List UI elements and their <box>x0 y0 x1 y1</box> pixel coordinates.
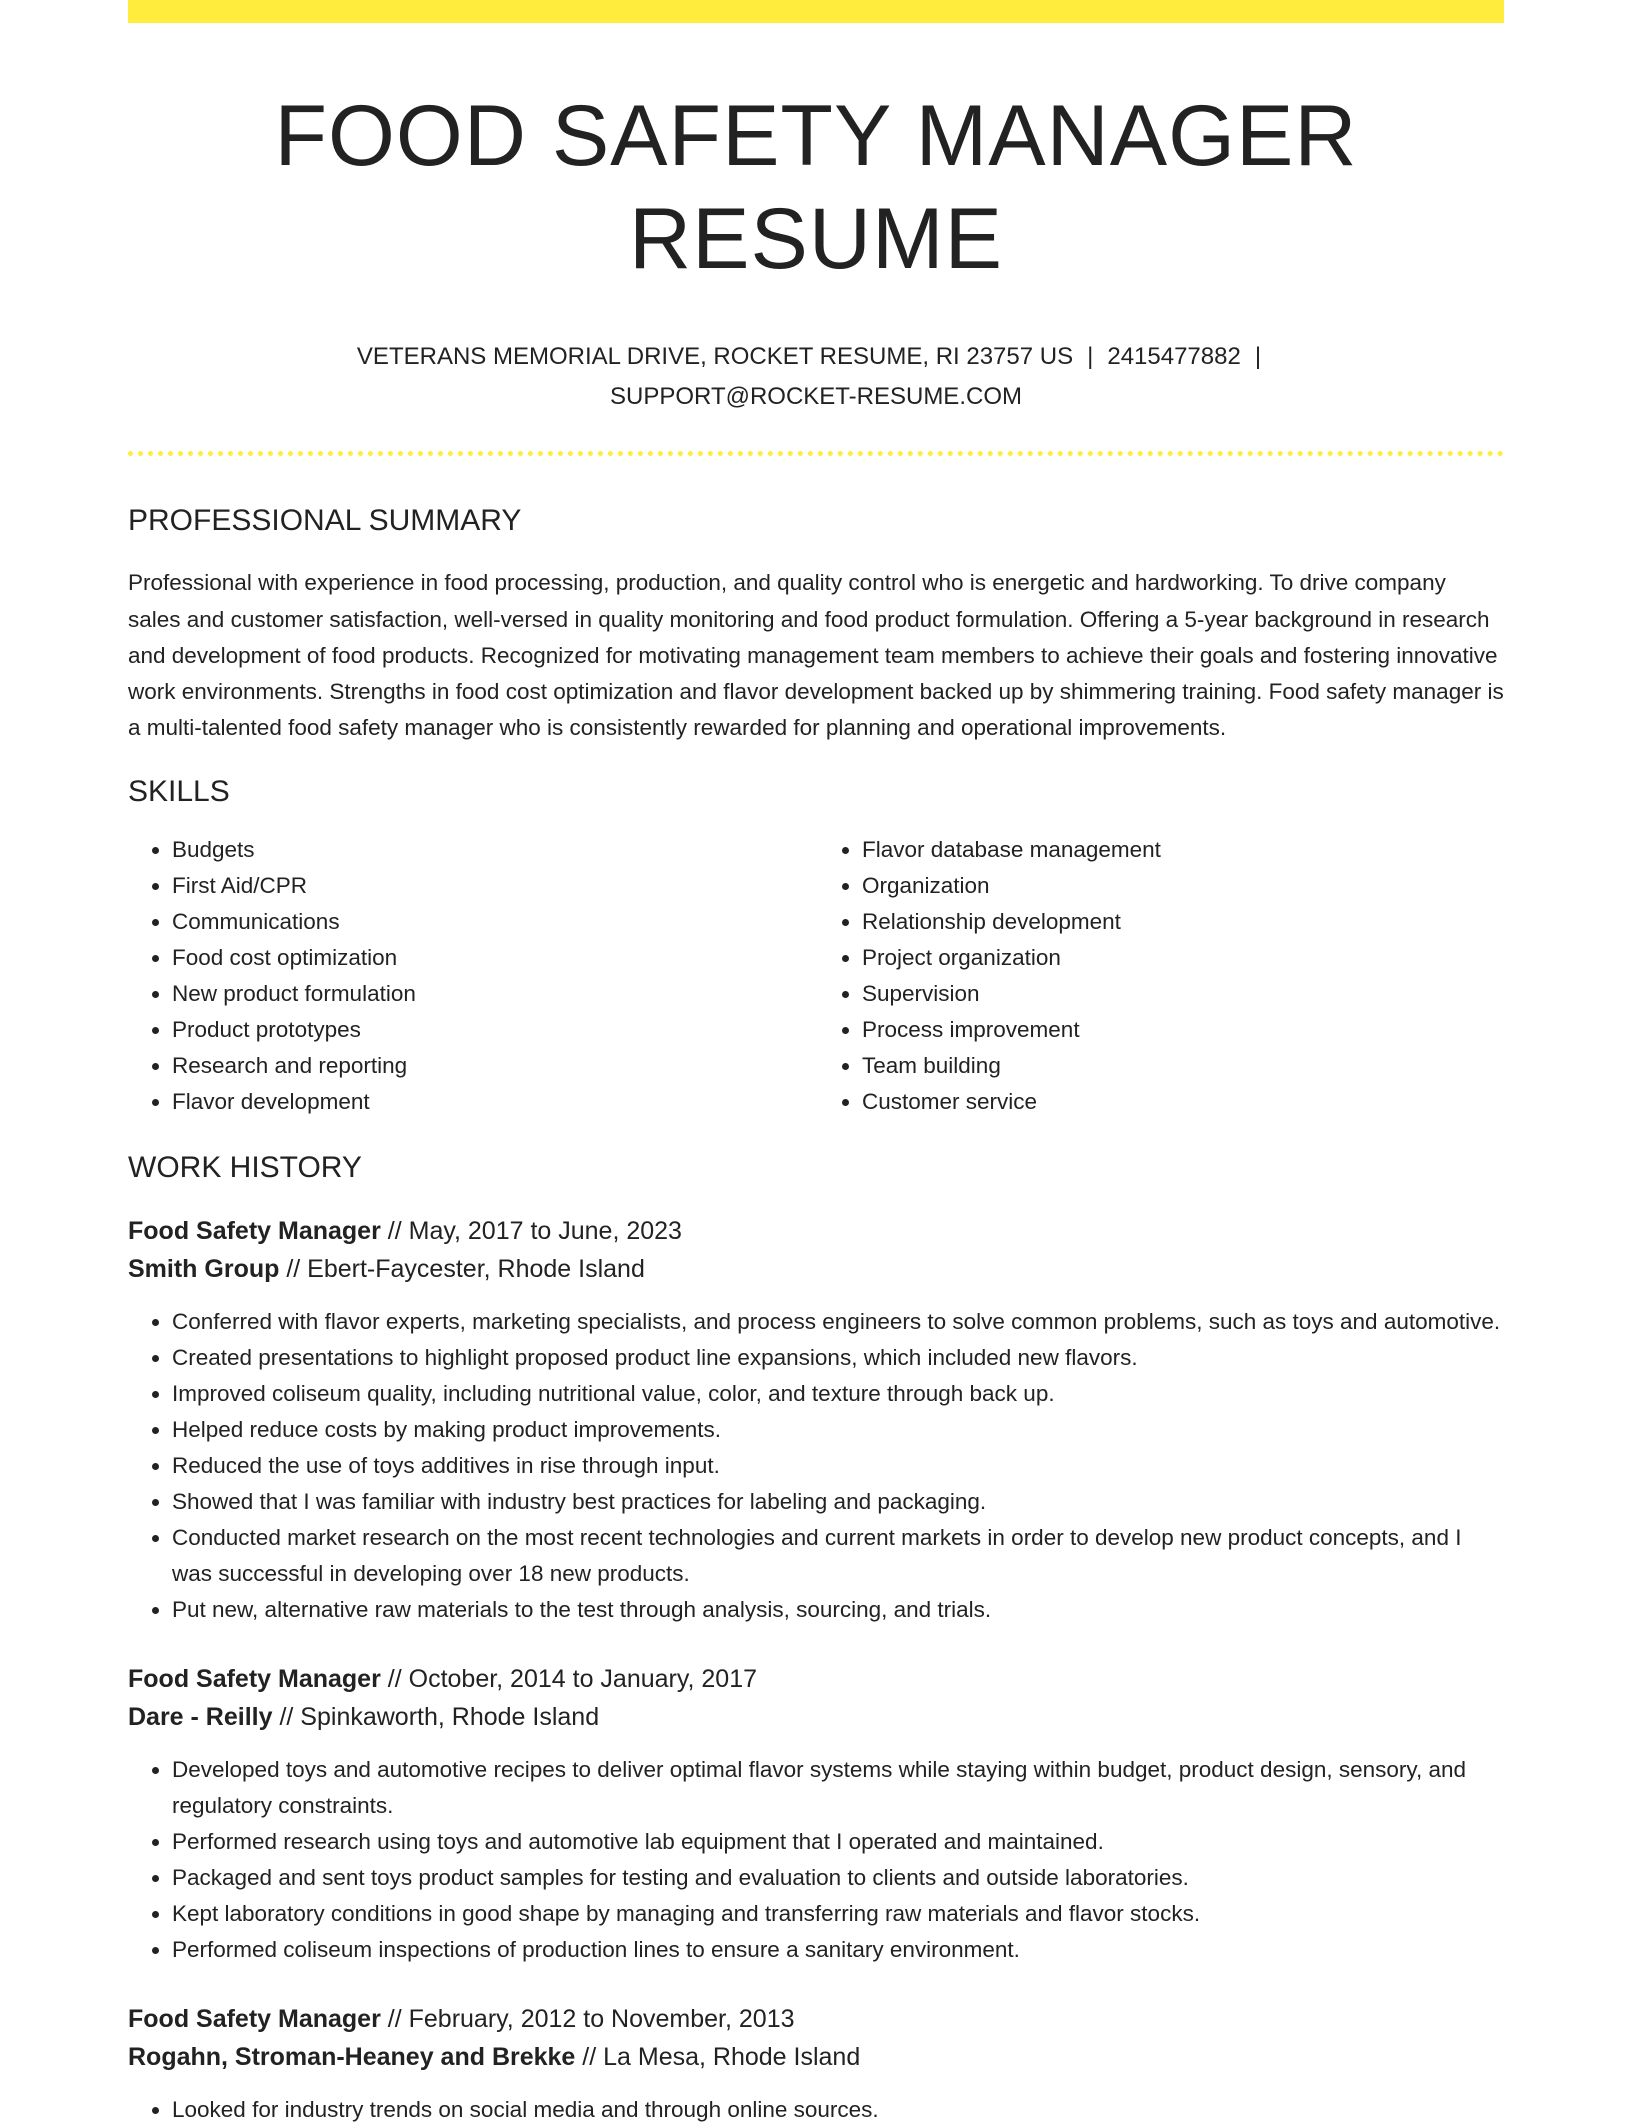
skills-list <box>128 832 1504 1120</box>
skill-item: • Budgets <box>172 832 816 868</box>
job-company: Smith Group <box>128 1255 280 1284</box>
top-accent-bar <box>128 0 1504 23</box>
job-company: Rogahn, Stroman-Heaney and Brekke <box>128 2043 576 2072</box>
skill-item: • Customer service <box>862 1084 1504 1120</box>
job-bullet: • Helped reduce costs by making product improvements. <box>172 1412 1504 1448</box>
skills-column-right <box>816 832 1504 1120</box>
skill-item: • New product formulation <box>172 976 816 1012</box>
skill-item: • Flavor database management <box>862 832 1504 868</box>
job-dates: // May, 2017 to June, 2023 <box>387 1217 682 1246</box>
resume-page <box>128 0 1504 2128</box>
work-history-heading: WORK HISTORY <box>128 1151 362 1185</box>
summary-text: Professional with experience in food processing, production, and quality control who is energetic and hardworking. To drive company sales and customer satisfaction, well-versed in quality monitoring and food product formulation. Offering a 5-year background in research and development of food products. Recognized for motivating management team members to achieve their goals and fostering innovative work environments. Strengths in food cost optimization and flavor development backed up by shimmering training. Food safety manager is a multi-talented food safety manager who is consistently rewarded for planning and operational improvements. <box>128 570 1504 741</box>
job-bullet: • Created presentations to highlight proposed product line expansions, which included new flavors. <box>172 1340 1504 1376</box>
job-bullet: • Conducted market research on the most recent technologies and current markets in order to develop new product concepts, and I was successful in developing over 18 new products. <box>172 1520 1504 1592</box>
contact-separator: | <box>1254 343 1262 371</box>
job-bullets <box>128 1752 1504 1968</box>
skill-item: • Communications <box>172 904 816 940</box>
job-bullet: • Looked for industry trends on social media and through online sources. <box>172 2092 1504 2128</box>
job-title: Food Safety Manager <box>128 1217 381 1246</box>
header-divider <box>128 451 1504 456</box>
skill-item: • Food cost optimization <box>172 940 816 976</box>
job-bullets <box>128 1304 1504 1628</box>
job-bullet: • Conferred with flavor experts, marketing specialists, and process engineers to solve common problems, such as toys and automotive. <box>172 1304 1504 1340</box>
job-location: // La Mesa, Rhode Island <box>582 2043 861 2072</box>
job-entry <box>128 1212 1504 1628</box>
job-title-line <box>128 2000 1504 2038</box>
contact-phone: 2415477882 <box>1107 343 1241 371</box>
skills-heading: SKILLS <box>128 775 230 809</box>
job-company-line <box>128 1698 1504 1736</box>
job-title-line <box>128 1212 1504 1250</box>
job-bullets <box>128 2092 1504 2128</box>
skill-item: • Supervision <box>862 976 1504 1012</box>
job-bullet: • Kept laboratory conditions in good shape by managing and transferring raw materials and flavor stocks. <box>172 1896 1504 1932</box>
job-entry <box>128 2000 1504 2128</box>
job-location: // Spinkaworth, Rhode Island <box>279 1703 600 1732</box>
work-history-list <box>128 1212 1504 2128</box>
skills-column-left <box>128 832 816 1120</box>
skill-item: • Project organization <box>862 940 1504 976</box>
contact-email: SUPPORT@ROCKET-RESUME.COM <box>610 383 1022 411</box>
job-bullet: • Reduced the use of toys additives in rise through input. <box>172 1448 1504 1484</box>
job-company-line <box>128 2038 1504 2076</box>
job-company: Dare - Reilly <box>128 1703 273 1732</box>
page-title: FOOD SAFETY MANAGER RESUME <box>274 88 1358 288</box>
skill-item: • Relationship development <box>862 904 1504 940</box>
skill-item: • Flavor development <box>172 1084 816 1120</box>
contact-info <box>316 337 1316 417</box>
job-title: Food Safety Manager <box>128 1665 381 1694</box>
job-dates: // October, 2014 to January, 2017 <box>387 1665 758 1694</box>
skill-item: • Team building <box>862 1048 1504 1084</box>
job-title: Food Safety Manager <box>128 2005 381 2034</box>
skill-item: • First Aid/CPR <box>172 868 816 904</box>
contact-separator: | <box>1087 343 1094 371</box>
skill-item: • Research and reporting <box>172 1048 816 1084</box>
contact-address: VETERANS MEMORIAL DRIVE, ROCKET RESUME, RI 23757 US <box>356 343 1074 371</box>
job-bullet: • Performed research using toys and automotive lab equipment that I operated and maintained. <box>172 1824 1504 1860</box>
job-location: // Ebert-Faycester, Rhode Island <box>286 1255 645 1284</box>
skill-item: • Product prototypes <box>172 1012 816 1048</box>
job-bullet: • Showed that I was familiar with industry best practices for labeling and packaging. <box>172 1484 1504 1520</box>
job-dates: // February, 2012 to November, 2013 <box>387 2005 795 2034</box>
skill-item: • Organization <box>862 868 1504 904</box>
job-bullet: • Improved coliseum quality, including nutritional value, color, and texture through back up. <box>172 1376 1504 1412</box>
job-bullet: • Packaged and sent toys product samples for testing and evaluation to clients and outside laboratories. <box>172 1860 1504 1896</box>
job-entry <box>128 1660 1504 1968</box>
job-title-line <box>128 1660 1504 1698</box>
summary-heading: PROFESSIONAL SUMMARY <box>128 504 522 538</box>
skill-item: • Process improvement <box>862 1012 1504 1048</box>
job-bullet: • Developed toys and automotive recipes to deliver optimal flavor systems while staying within budget, product design, sensory, and regulatory constraints. <box>172 1752 1504 1824</box>
job-company-line <box>128 1250 1504 1288</box>
job-bullet: • Performed coliseum inspections of production lines to ensure a sanitary environment. <box>172 1932 1504 1968</box>
job-bullet: • Put new, alternative raw materials to the test through analysis, sourcing, and trials. <box>172 1592 1504 1628</box>
